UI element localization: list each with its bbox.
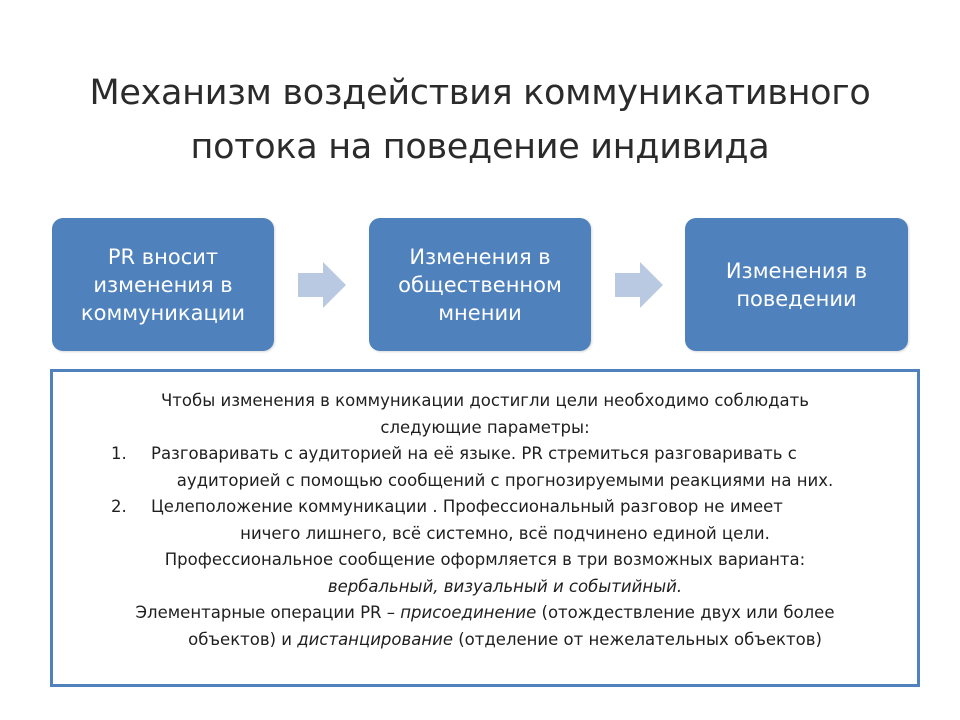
flow-box-1-line-3: коммуникации xyxy=(80,300,246,325)
flow-arrow-right-icon xyxy=(298,262,346,308)
flow-box-2-line-2: общественном xyxy=(398,272,562,297)
list-item-1-number: 1. xyxy=(111,444,127,463)
slide-title-line-1: Механизм воздействия коммуникативного xyxy=(89,73,871,113)
list-item-2-line-1: Целеположение коммуникации . Профессиональный разговор не имеет xyxy=(151,497,783,516)
slide-title xyxy=(40,66,920,174)
slide-title-line-2: потока на поведение индивида xyxy=(190,127,770,167)
operations-line2-prefix: объектов) и xyxy=(188,629,298,649)
flow-box-3-line-2: поведении xyxy=(736,286,857,311)
variants-list-text: вербальный, визуальный и событийный. xyxy=(327,576,683,596)
panel-variants-list xyxy=(77,574,893,601)
flow-box-1-line-2: изменения в xyxy=(93,272,233,297)
flow-box-2-line-3: мнении xyxy=(438,300,522,325)
flow-box-3-line-1: Изменения в xyxy=(725,258,868,283)
operation-term-distance: дистанцирование xyxy=(297,629,453,649)
panel-list-item-2 xyxy=(77,494,893,521)
list-item-2-number: 2. xyxy=(111,497,127,516)
operations-mid: (отождествление двух или более xyxy=(536,603,835,622)
list-item-2-line-2: ничего лишнего, всё системно, всё подчинено единой цели. xyxy=(240,523,770,543)
operation-term-join: присоединение xyxy=(400,603,537,622)
flow-box-pr-changes-communication xyxy=(52,218,274,351)
panel-operations-line-2 xyxy=(77,627,893,654)
operations-prefix: Элементарные операции PR – xyxy=(135,603,401,622)
explanation-panel xyxy=(50,369,920,687)
flow-box-1-line-1: PR вносит xyxy=(107,244,219,269)
flow-box-2-line-1: Изменения в xyxy=(409,244,551,269)
panel-variants-line: Профессиональное сообщение оформляется в три возможных варианта: xyxy=(164,550,806,569)
flow-box-behavior-changes xyxy=(685,218,908,351)
panel-intro-line-1: Чтобы изменения в коммуникации достигли цели необходимо соблюдать xyxy=(161,391,809,410)
panel-list-item-1 xyxy=(77,441,893,468)
panel-intro-line-2: следующие параметры: xyxy=(380,417,590,437)
flow-box-public-opinion-changes xyxy=(369,218,591,351)
flow-arrow-right-icon xyxy=(615,262,663,308)
list-item-1-line-2: аудиторией с помощью сообщений с прогнозируемыми реакциями на них. xyxy=(176,470,834,490)
panel-operations-line-1 xyxy=(77,600,893,627)
list-item-1-line-1: Разговаривать с аудиторией на её языке. PR стремиться разговаривать с xyxy=(151,444,797,463)
operations-line2-suffix: (отделение от нежелательных объектов) xyxy=(453,629,822,649)
